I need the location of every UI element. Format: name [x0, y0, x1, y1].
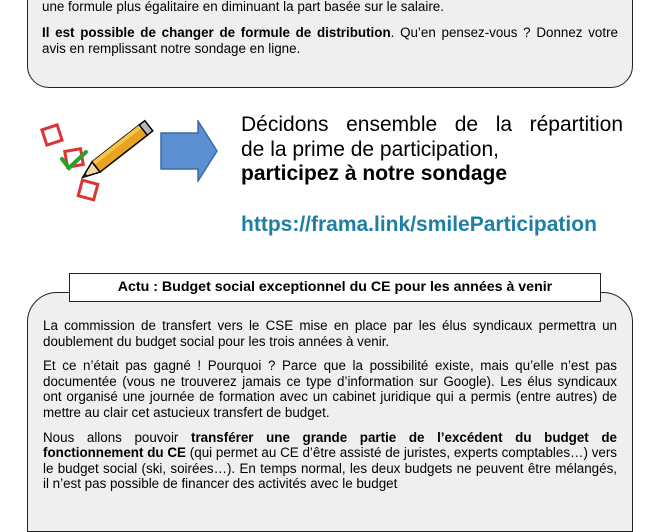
survey-call-to-action [241, 113, 623, 187]
cta-line-3: participez à notre sondage [241, 162, 508, 185]
actu-box [27, 292, 633, 532]
actu-paragraph-3-start: Nous allons pouvoir [43, 429, 191, 445]
actu-title: Actu : Budget social exceptionnel du CE pour les années à venir [69, 273, 601, 302]
actu-paragraph-3-rest: (qui permet au CE d’être assisté de juristes, experts comptables…) vers le budget social (ski, soirées…). En temps normal, les deux budgets ne peuvent être mélangés, il n’est pas possible de financer des activités avec le budget [43, 445, 617, 492]
info-paragraph-2 [42, 25, 618, 56]
actu-paragraph-2: Et ce n’était pas gagné ! Pourquoi ? Parce que la possibilité existe, mais qu’elle n’est pas documentée (vous ne trouverez jamais ce type d’information sur Google). Les élus syndicaux ont organisé une journée de formation avec un cabinet juridique qui a permis (entre autres) de mettre au clair cet astucieux transfert de budget. [43, 358, 617, 420]
checklist-pencil-icon [36, 112, 161, 217]
actu-paragraph-3-bold: transférer une grande partie de l’excédent du budget de fonctionnement du CE [43, 429, 617, 461]
info-paragraph-2-rest: . Qu’en pensez-vous ? Donnez votre avis en remplissant notre sondage en ligne. [42, 25, 618, 56]
info-paragraph-1: une formule plus égalitaire en diminuant la part basée sur le salaire. [42, 0, 444, 14]
actu-paragraph-1: La commission de transfert vers le CSE mise en place par les élus syndicaux permettra un doublement du budget social pour les trois années à venir. [43, 318, 617, 349]
info-paragraph-2-bold: Il est possible de changer de formule de distribution [42, 25, 391, 40]
cta-line-2: de la prime de participation, [241, 137, 499, 161]
info-box-top [27, 0, 633, 88]
survey-link[interactable]: https://frama.link/smileParticipation [241, 213, 597, 236]
actu-paragraph-3 [43, 430, 617, 492]
right-arrow-icon [160, 120, 218, 182]
cta-line-1: Décidons ensemble de la répartition [241, 113, 623, 136]
